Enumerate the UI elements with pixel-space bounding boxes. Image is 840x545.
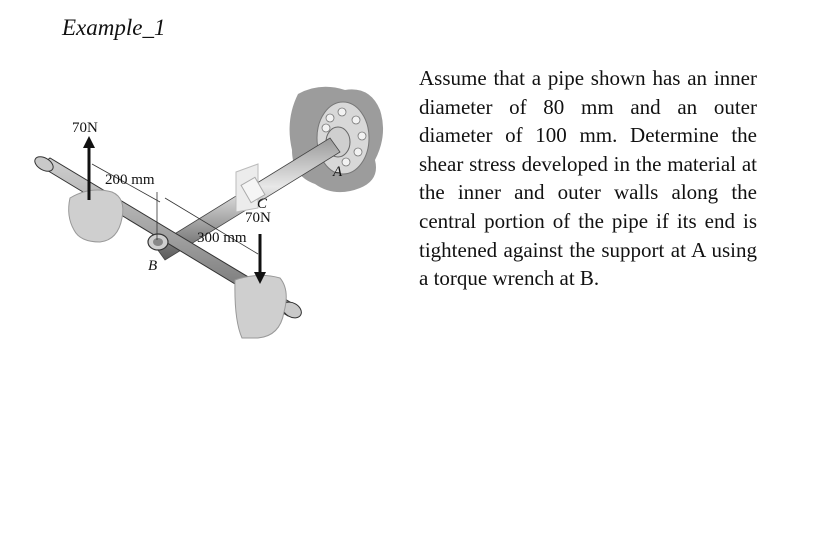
force-label-left: 70N bbox=[72, 120, 98, 136]
dimension-label-right: 300 mm bbox=[197, 230, 247, 246]
left-hand bbox=[69, 190, 123, 242]
example-title: Example_1 bbox=[62, 15, 166, 40]
dimension-label-left: 200 mm bbox=[105, 172, 155, 188]
pipe-wrench-illustration bbox=[30, 80, 390, 340]
problem-statement: Assume that a pipe shown has an inner diameter of 80 mm and an outer diameter of 100 mm. Determine the shear stress developed in the material at the inner and outer walls along the central portion of the pipe if its end is tightened against the support at A using a torque wrench at B. bbox=[419, 66, 757, 291]
right-hand bbox=[235, 275, 286, 338]
point-label-a: A bbox=[333, 164, 343, 180]
point-label-b: B bbox=[148, 258, 158, 274]
force-label-right: 70N bbox=[245, 210, 271, 226]
point-label-c: C bbox=[257, 196, 268, 212]
pipe-figure bbox=[30, 80, 390, 340]
